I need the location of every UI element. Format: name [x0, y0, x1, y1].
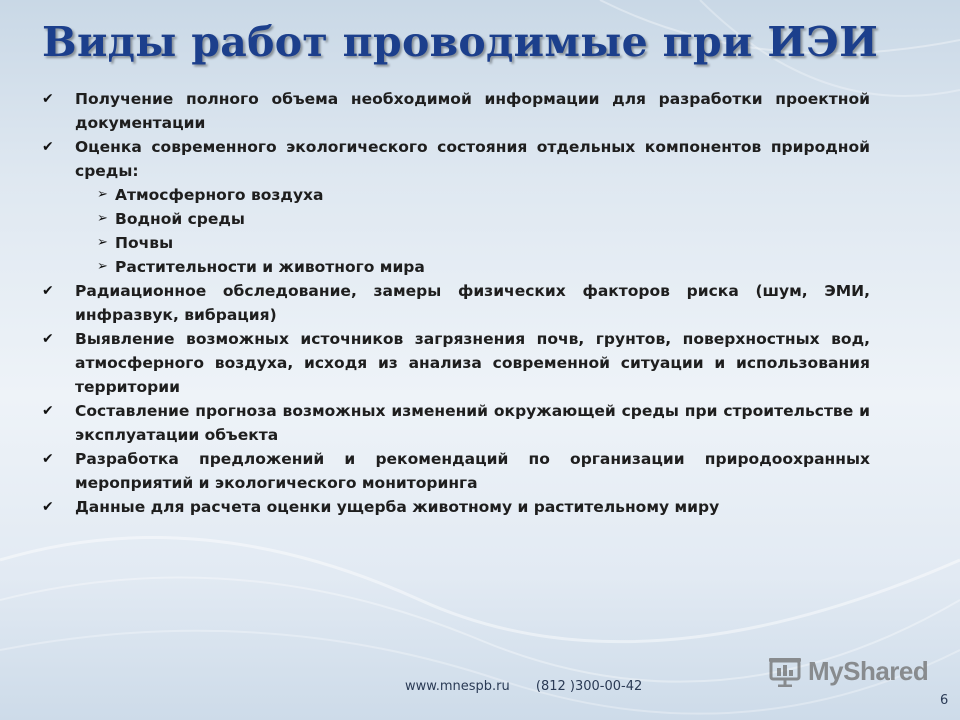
checkmark-icon: ✔	[42, 403, 54, 419]
checkmark-icon: ✔	[42, 139, 54, 155]
sub-list-item-text: Атмосферного воздуха	[115, 186, 324, 204]
list-item	[40, 495, 870, 519]
main-list	[40, 87, 870, 519]
footer	[405, 679, 642, 694]
page-number: 6	[940, 693, 949, 708]
footer-phone: (812 )300-00-42	[535, 679, 643, 694]
list-item-text: Составление прогноза возможных изменений окружающей среды при строительстве и эксплуатации объекта	[75, 402, 870, 444]
list-item-text: Данные для расчета оценки ущерба животному и растительному миру	[75, 498, 720, 516]
footer-website: www.mnespb.ru	[405, 679, 510, 694]
arrow-icon: ➢	[97, 235, 108, 250]
watermark	[768, 656, 928, 687]
arrow-icon: ➢	[97, 259, 108, 274]
checkmark-icon: ✔	[42, 499, 54, 515]
list-item	[40, 399, 870, 447]
arrow-icon: ➢	[97, 187, 108, 202]
sub-list-item-text: Растительности и животного мира	[115, 258, 425, 276]
sub-list-item	[75, 207, 870, 231]
sub-list-item-text: Почвы	[115, 234, 174, 252]
list-item-text: Разработка предложений и рекомендаций по организации природоохранных мероприятий и экологического мониторинга	[75, 450, 870, 492]
list-item-text: Получение полного объема необходимой информации для разработки проектной документации	[75, 90, 870, 132]
checkmark-icon: ✔	[42, 331, 54, 347]
checkmark-icon: ✔	[42, 451, 54, 467]
arrow-icon: ➢	[97, 211, 108, 226]
list-item	[40, 327, 870, 399]
list-item	[40, 447, 870, 495]
list-item-text: Оценка современного экологического состояния отдельных компонентов природной среды:	[75, 138, 870, 180]
slide-content	[40, 87, 870, 519]
list-item-text: Выявление возможных источников загрязнения почв, грунтов, поверхностных вод, атмосферного воздуха, исходя из анализа современной ситуации и использования территории	[75, 330, 870, 396]
list-item-text: Радиационное обследование, замеры физических факторов риска (шум, ЭМИ, инфразвук, вибрация)	[75, 282, 870, 324]
list-item	[40, 279, 870, 327]
watermark-brand: MyShared	[808, 656, 929, 686]
sub-list-item	[75, 255, 870, 279]
list-item	[40, 135, 870, 279]
sub-list	[75, 183, 870, 279]
sub-list-item	[75, 183, 870, 207]
list-item	[40, 87, 870, 135]
presentation-board-icon	[768, 657, 802, 687]
checkmark-icon: ✔	[42, 283, 54, 299]
checkmark-icon: ✔	[42, 91, 54, 107]
slide-title: Виды работ проводимые при ИЭИ	[42, 18, 879, 66]
sub-list-item-text: Водной среды	[115, 210, 245, 228]
sub-list-item	[75, 231, 870, 255]
